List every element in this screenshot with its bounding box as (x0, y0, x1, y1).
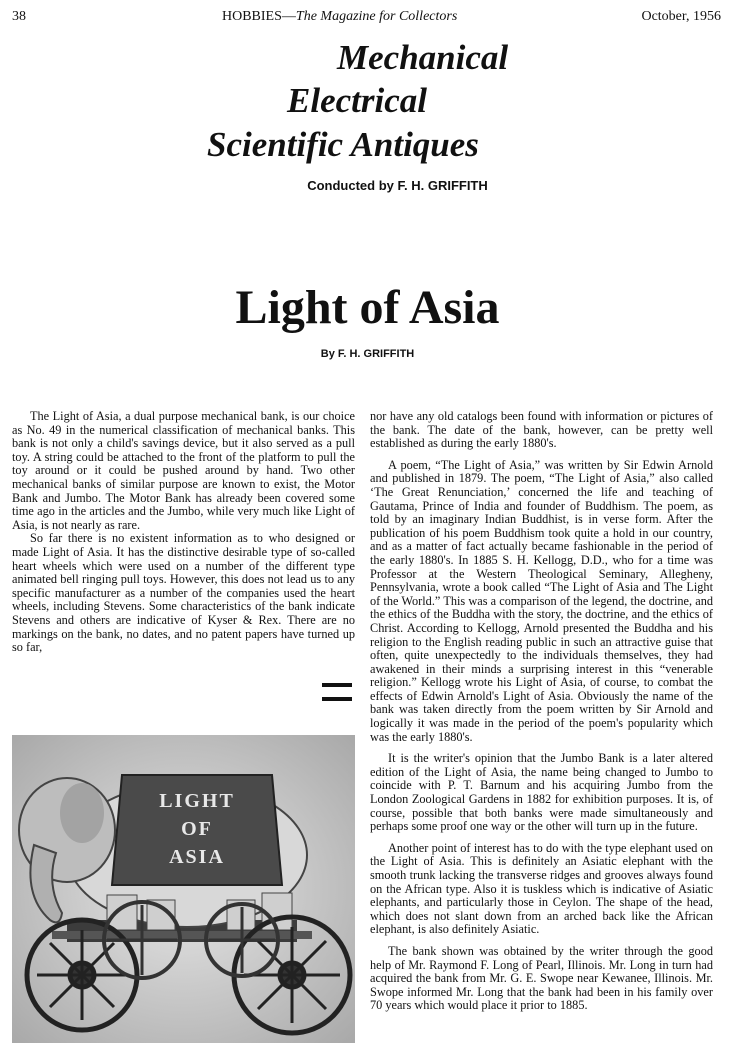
right-paragraph-5: The bank shown was obtained by the writer through the good help of Mr. Raymond F. Long of Pearl, Illinois. Mr. Long in turn had acquired the bank from Mr. G. E. Swope near Kewanee, Illinois. Mr. Swope informed Mr. Long that the bank had been in his family over 70 years which would place it prior to 1885. (370, 943, 713, 1013)
right-paragraph-4: Another point of interest has to do with the type elephant used on the Light of Asia. This is definitely an Asiatic elephant with the smooth trunk lacking the transverse ridges and grooves always found on the African type. Also it is tuskless which is indicative of Asiatic elephants, and particularly those in Ceylon. The shape of the head, which does not slant down from an arched back like the African elephant, is also definitely Asiatic. (370, 840, 713, 937)
front-left-wheel (27, 920, 137, 1030)
magazine-title (222, 8, 457, 26)
conducted-by: Conducted by F. H. GRIFFITH (307, 178, 488, 193)
issue-date: October, 1956 (641, 9, 721, 24)
left-paragraph-2: So far there is no existent information as to who designed or made Light of Asia. It has the distinctive desirable type of so-called heart wheels which were used on a number of the different type animated bell ringing pull toys. However, this does not lead us to any specific manufacturer as a number of the companies used the heart wheels, including Stevens. Some characteristics of the bank indicate Stevens and others are indicative of Kyser & Rex. There are no markings on the bank, no dates, and no patent papers have turned up so far, (12, 531, 355, 655)
magazine-name: The Magazine for Collectors (295, 9, 458, 24)
left-paragraph-1: The Light of Asia, a dual purpose mechanical bank, is our choice as No. 49 in the numerical classification of mechanical banks. This bank is not only a child's savings device, but it also served as a pull toy. A string could be attached to the front of the platform to pull the toy around or it could be pushed around by hand. Two other mechanical banks of similar purpose are known to exist, the Motor Bank and Jumbo. The Motor Bank has already been covered some time ago in the articles and the Jumbo, while very much like Light of Asia, is not nearly as rare. (12, 409, 355, 532)
page-number: 38 (12, 9, 26, 24)
right-column (370, 410, 713, 1021)
elephant-bank-illustration (12, 735, 355, 1043)
separator-rule-top (322, 683, 352, 687)
section-title-line-3: Scientific Antiques (207, 125, 479, 164)
section-title-line-1: Mechanical (337, 38, 509, 77)
rear-left-wheel (104, 902, 180, 978)
left-column (12, 410, 355, 655)
rear-right-wheel (206, 904, 278, 976)
blanket-line-2: OF (181, 818, 213, 840)
section-title-line-2: Electrical (287, 81, 427, 120)
blanket-line-1: LIGHT (159, 790, 235, 812)
article-title: Light of Asia (235, 281, 500, 334)
magazine-prefix: HOBBIES— (222, 9, 296, 24)
blanket-line-3: ASIA (169, 846, 225, 868)
right-paragraph-1: nor have any old catalogs been found with information or pictures of the bank. The date of the bank, however, can be pretty well established as during the early 1880's. (370, 409, 713, 451)
article-byline: By F. H. GRIFFITH (320, 348, 415, 360)
right-paragraph-2: A poem, “The Light of Asia,” was written by Sir Edwin Arnold and published in 1879. The poem, “The Light of Asia,” also called ‘The Great Renunciation,’ concerned the life and teaching of Gautama, Prince of India and founder of Buddhism. The poem, as told by an imaginary Indian Buddhist, is in verse form. After the publication of his poem Buddhism took quite a hold in our country, and as a matter of fact actually became fashionable in the period of the early 1880's. In 1885 S. H. Kellogg, D.D., who for a time was Professor at the Western Theological Seminary, Allegheny, Pennsylvania, wrote a book called “The Light of Asia and The Light of the World.” This was a comparison of the legend, the doctrine, and the ethics of the Buddha with the story, the doctrine, and the ethics of Christ. According to Kellogg, Arnold presented the Buddha and his religion to the English reading public in such an attractive guise that often, quite unexpectedly to the individuals themselves, they had awakened in their minds a surprising interest in this “venerable religion.” Kellogg wrote his Light of Asia, of course, to combat the effects of Edwin Arnold's Light of Asia. Obviously the name of the bank was taken directly from the poem written by Sir Arnold and logically it was made in the period of the poem's popularity which was the early 1880's. (370, 457, 713, 744)
running-head (12, 8, 721, 26)
elephant-bank-photo (12, 735, 355, 1043)
separator-rule-bottom (322, 697, 352, 701)
right-paragraph-3: It is the writer's opinion that the Jumbo Bank is a later altered edition of the Light of Asia, the name being changed to Jumbo to coincide with P. T. Barnum and his acquiring Jumbo from the London Zoological Gardens in 1882 for exhibition purposes. It is, of course, possible that both banks were made simultaneously and perhaps some proof one way or the other will turn up in the future. (370, 751, 713, 834)
